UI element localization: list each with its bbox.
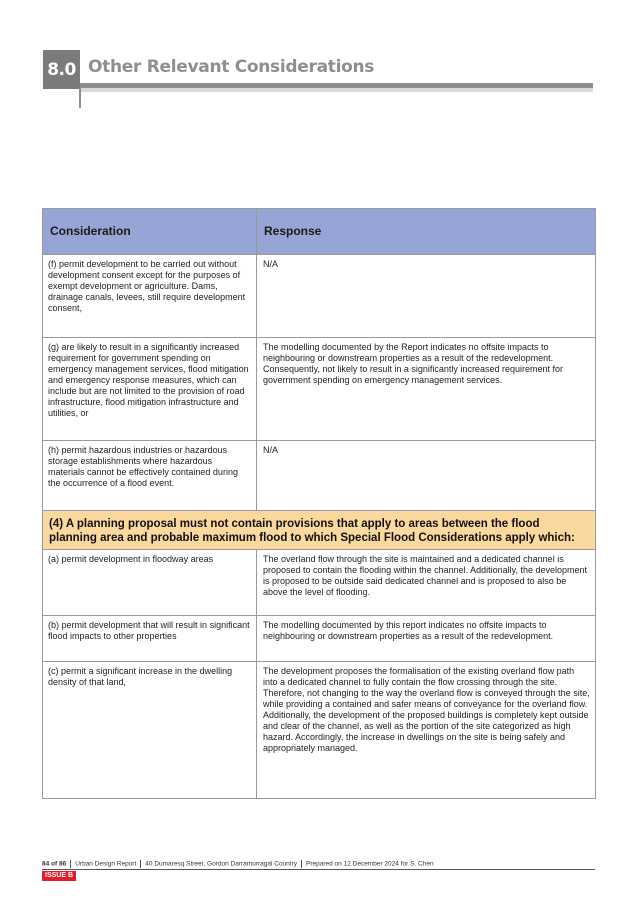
consideration-cell: (g) are likely to result in a significantly increased requirement for government spending on emergency management services, flood mitigation and emergency response measures, which can include but are not limited to the provision of road infrastructure, flood mitigation infrastructure and utilities, or [43,338,257,441]
table-row [43,338,596,441]
consideration-cell: (h) permit hazardous industries or hazardous storage establishments where hazardous materials cannot be effectively contained during the occurrence of a flood event. [43,441,257,511]
section-number: 8.0 [43,50,80,89]
consideration-cell: (a) permit development in floodway areas [43,550,257,616]
footer-divider [70,860,71,868]
section-title: Other Relevant Considerations [88,57,375,77]
header-vertical-rule [79,88,81,108]
table-row [43,662,596,799]
response-cell [257,255,596,338]
prepared-note: Prepared on 12 December 2024 for S. Chen [306,860,434,868]
response-paragraph: N/A [263,445,279,455]
table-row [43,255,596,338]
response-paragraph: The overland flow through the site is maintained and a dedicated channel is proposed to contain the flooding within the channel. Additionally, the development is proposed to be outside said dedicated channel and is proposed to also be above the level of flooding. [263,554,588,597]
site-address: 40 Dumaresq Street, Gordon Darramurragal Country [145,860,298,868]
response-cell [257,338,596,441]
subheading-row [43,511,596,550]
response-paragraph: The modelling documented by this report indicates no offsite impacts to neighbouring or downstream properties as a result of the redevelopment. [263,620,554,641]
response-cell [257,662,596,799]
table-row [43,550,596,616]
table-row [43,616,596,662]
response-paragraph: The modelling documented by the Report indicates no offsite impacts to neighbouring or downstream properties as a result of the redevelopment. [263,342,554,363]
response-paragraph: Consequently, not likely to result in a significantly increased requirement for government spending on emergency management services. [263,364,563,385]
response-paragraph: The development proposes the formalisation of the existing overland flow path into a dedicated channel to fully contain the flow crossing through the site. [263,666,575,687]
footer-divider [140,860,141,868]
consideration-cell: (f) permit development to be carried out without development consent except for the purposes of exempt development or agriculture. Dams, drainage canals, levees, still require development consent, [43,255,257,338]
column-header-consideration: Consideration [43,209,257,255]
column-header-response: Response [257,209,596,255]
footer-divider [301,860,302,868]
considerations-table [42,208,596,799]
response-paragraph: Therefore, not changing to the way the overland flow is conveyed through the site, while providing a contained and safer means of conveyance for the overland flow. [263,688,590,709]
response-paragraph: N/A [263,259,279,269]
table-row [43,441,596,511]
response-cell [257,550,596,616]
page-footer [42,860,434,868]
subheading-cell: (4) A planning proposal must not contain provisions that apply to areas between the flood planning area and probable maximum flood to which Special Flood Considerations apply which: [43,511,596,550]
table-header-row [43,209,596,255]
response-cell [257,616,596,662]
consideration-cell: (b) permit development that will result in significant flood impacts to other properties [43,616,257,662]
consideration-cell: (c) permit a significant increase in the dwelling density of that land, [43,662,257,799]
response-paragraph: Additionally, the development of the proposed buildings is completely kept outside and clear of the channel, as well as the portion of the site categorized as high hazard. Accordingly, the increase in dwellings on the site is being safely and appropriately managed. [263,710,589,753]
page-number: 84 of 86 [42,860,67,868]
header-rule-shadow [80,88,593,92]
response-cell [257,441,596,511]
issue-badge: ISSUE B [42,871,76,881]
document-title: Urban Design Report [75,860,137,868]
footer-rule [42,869,595,870]
